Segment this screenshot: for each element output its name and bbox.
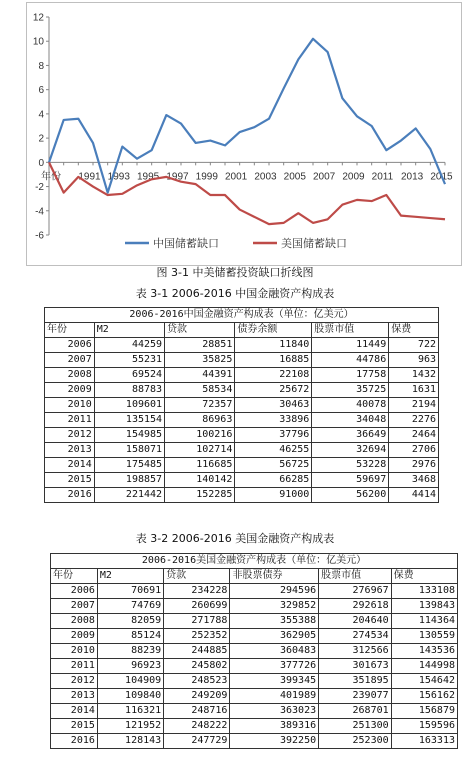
table-cell: 144998 (391, 659, 457, 674)
table-cell: 96923 (97, 659, 163, 674)
table-cell: 69524 (94, 368, 164, 383)
table-row (51, 674, 458, 689)
x-tick-label: 1993 (107, 171, 130, 183)
us-financial-assets-table (50, 553, 458, 749)
table-cell: 72357 (165, 398, 235, 413)
table-row (45, 488, 439, 503)
table-cell: 85124 (97, 629, 163, 644)
table-header-row (45, 323, 439, 338)
table-cell: 143536 (391, 644, 457, 659)
legend-label-china: 中国储蓄缺口 (153, 237, 219, 250)
table-cell: 268701 (319, 704, 392, 719)
table-cell: 33896 (235, 413, 312, 428)
y-tick-label: 10 (32, 36, 44, 48)
table-row (51, 644, 458, 659)
table-cell: 66285 (235, 473, 312, 488)
table-cell: 2006 (45, 338, 95, 353)
table-row (45, 338, 439, 353)
table-cell: 2011 (45, 413, 95, 428)
table-cell: 17758 (312, 368, 389, 383)
table-header-cell: 保费 (391, 569, 457, 584)
table-cell: 100216 (165, 428, 235, 443)
table-cell: 2010 (45, 398, 95, 413)
table-cell: 1631 (389, 383, 439, 398)
table-cell: 88239 (97, 644, 163, 659)
y-tick-label: 2 (38, 133, 44, 145)
table-cell: 2008 (51, 614, 98, 629)
table-cell: 2009 (51, 629, 98, 644)
table-cell: 2010 (51, 644, 98, 659)
table-row (51, 719, 458, 734)
table-cell: 355388 (230, 614, 319, 629)
table-cell: 133108 (391, 584, 457, 599)
table-cell: 377726 (230, 659, 319, 674)
table-cell: 37796 (235, 428, 312, 443)
table-cell: 152285 (165, 488, 235, 503)
figure-caption: 图 3-1 中美储蓄投资缺口折线图 (156, 266, 314, 279)
y-tick-label: 8 (38, 60, 44, 72)
savings-gap-line-chart (27, 3, 461, 265)
table-row (45, 428, 439, 443)
table-title: 2006-2016中国金融资产构成表（单位：亿美元） (45, 308, 439, 323)
table-cell: 252300 (319, 734, 392, 749)
table-header-cell: 股票市值 (312, 323, 389, 338)
table-cell: 130559 (391, 629, 457, 644)
table-row (51, 704, 458, 719)
table-cell: 121952 (97, 719, 163, 734)
table-cell: 401989 (230, 689, 319, 704)
table-cell: 329852 (230, 599, 319, 614)
table-cell: 252352 (164, 629, 230, 644)
table-cell: 248523 (164, 674, 230, 689)
table-cell: 198857 (94, 473, 164, 488)
table-cell: 163313 (391, 734, 457, 749)
table-cell: 35825 (165, 353, 235, 368)
table-header-cell: 年份 (45, 323, 95, 338)
table-cell: 2015 (51, 719, 98, 734)
table-row (51, 614, 458, 629)
table-cell: 11840 (235, 338, 312, 353)
table-cell: 2016 (45, 488, 95, 503)
table-row (51, 689, 458, 704)
table-cell: 244885 (164, 644, 230, 659)
table-cell: 274534 (319, 629, 392, 644)
table-cell: 159596 (391, 719, 457, 734)
table-cell: 140142 (165, 473, 235, 488)
table-header-row (51, 569, 458, 584)
x-tick-label: 2011 (371, 171, 394, 183)
table-cell: 104909 (97, 674, 163, 689)
x-tick-label: 2001 (225, 171, 248, 183)
table-row (45, 368, 439, 383)
table-cell: 249209 (164, 689, 230, 704)
table-cell: 2009 (45, 383, 95, 398)
table-row (45, 458, 439, 473)
table-cell: 16885 (235, 353, 312, 368)
y-tick-label: 6 (38, 85, 44, 97)
table-cell: 135154 (94, 413, 164, 428)
table-cell: 2012 (51, 674, 98, 689)
table-row (45, 413, 439, 428)
table-row (51, 584, 458, 599)
table-header-cell: 年份 (51, 569, 98, 584)
table-cell: 392250 (230, 734, 319, 749)
table-cell: 34048 (312, 413, 389, 428)
table-cell: 248716 (164, 704, 230, 719)
table-cell: 294596 (230, 584, 319, 599)
table-cell: 109840 (97, 689, 163, 704)
table-cell: 360483 (230, 644, 319, 659)
x-tick-label: 1999 (195, 171, 218, 183)
table-cell: 722 (389, 338, 439, 353)
table-cell: 1432 (389, 368, 439, 383)
table-cell: 128143 (97, 734, 163, 749)
legend-label-us: 美国储蓄缺口 (281, 237, 347, 250)
table-header-cell: 债券余额 (235, 323, 312, 338)
table-cell: 271788 (164, 614, 230, 629)
table-cell: 116321 (97, 704, 163, 719)
table-cell: 46255 (235, 443, 312, 458)
table-cell: 88783 (94, 383, 164, 398)
table-row (45, 473, 439, 488)
table-cell: 11449 (312, 338, 389, 353)
table-row (45, 398, 439, 413)
table-cell: 2464 (389, 428, 439, 443)
table-cell: 389316 (230, 719, 319, 734)
table-cell: 2007 (51, 599, 98, 614)
table-cell: 221442 (94, 488, 164, 503)
table-cell: 2976 (389, 458, 439, 473)
table-row (45, 383, 439, 398)
chart-area (26, 2, 462, 266)
table-cell: 204640 (319, 614, 392, 629)
table-cell: 25672 (235, 383, 312, 398)
table-title-row (51, 554, 458, 569)
table-cell: 30463 (235, 398, 312, 413)
table-cell: 2008 (45, 368, 95, 383)
y-tick-label: 0 (38, 157, 44, 169)
x-tick-label: 1991 (78, 171, 101, 183)
table-cell: 44259 (94, 338, 164, 353)
table-cell: 59697 (312, 473, 389, 488)
table-cell: 70691 (97, 584, 163, 599)
table-cell: 234228 (164, 584, 230, 599)
table-cell: 55231 (94, 353, 164, 368)
table-cell: 156162 (391, 689, 457, 704)
table-cell: 2013 (51, 689, 98, 704)
y-tick-label: 4 (38, 109, 44, 121)
table-cell: 28851 (165, 338, 235, 353)
x-tick-label: 2007 (313, 171, 336, 183)
table-cell: 963 (389, 353, 439, 368)
table-row (51, 599, 458, 614)
table-title-row (45, 308, 439, 323)
y-tick-label: 12 (32, 12, 44, 24)
table-cell: 74769 (97, 599, 163, 614)
x-tick-label: 2003 (254, 171, 277, 183)
x-tick-label: 1995 (137, 171, 160, 183)
table-cell: 22108 (235, 368, 312, 383)
table-row (45, 443, 439, 458)
x-tick-label: 2005 (283, 171, 306, 183)
table-row (51, 629, 458, 644)
table-cell: 2276 (389, 413, 439, 428)
table-cell: 40078 (312, 398, 389, 413)
table-cell: 2013 (45, 443, 95, 458)
table-cell: 158071 (94, 443, 164, 458)
table-cell: 116685 (165, 458, 235, 473)
table-cell: 53228 (312, 458, 389, 473)
table-header-cell: 保费 (389, 323, 439, 338)
table-row (45, 353, 439, 368)
table-cell: 32694 (312, 443, 389, 458)
table-cell: 114364 (391, 614, 457, 629)
table-cell: 56200 (312, 488, 389, 503)
table-cell: 351895 (319, 674, 392, 689)
table-header-cell: M2 (94, 323, 164, 338)
x-tick-label: 1997 (166, 171, 189, 183)
table-cell: 247729 (164, 734, 230, 749)
table-cell: 260699 (164, 599, 230, 614)
table-cell: 44391 (165, 368, 235, 383)
table-cell: 154985 (94, 428, 164, 443)
table-cell: 175485 (94, 458, 164, 473)
table-cell: 362905 (230, 629, 319, 644)
table-cell: 109601 (94, 398, 164, 413)
table-cell: 363023 (230, 704, 319, 719)
table-cell: 139843 (391, 599, 457, 614)
x-tick-label: 年份 (41, 171, 61, 183)
table-cell: 251300 (319, 719, 392, 734)
table-cell: 2706 (389, 443, 439, 458)
table-header-cell: 贷款 (164, 569, 230, 584)
table-cell: 4414 (389, 488, 439, 503)
table-cell: 245802 (164, 659, 230, 674)
table-cell: 2011 (51, 659, 98, 674)
table-cell: 44786 (312, 353, 389, 368)
table-cell: 35725 (312, 383, 389, 398)
table-cell: 239077 (319, 689, 392, 704)
table-cell: 102714 (165, 443, 235, 458)
table-cell: 2006 (51, 584, 98, 599)
table-cell: 276967 (319, 584, 392, 599)
table-header-cell: M2 (97, 569, 163, 584)
y-tick-label: -6 (35, 230, 44, 242)
table-cell: 58534 (165, 383, 235, 398)
table-cell: 399345 (230, 674, 319, 689)
table-cell: 312566 (319, 644, 392, 659)
table-cell: 3468 (389, 473, 439, 488)
table2-caption: 表 3-2 2006-2016 美国金融资产构成表 (135, 532, 335, 545)
table-cell: 2015 (45, 473, 95, 488)
table-cell: 91000 (235, 488, 312, 503)
y-tick-label: -2 (35, 182, 44, 194)
table-cell: 2016 (51, 734, 98, 749)
table-cell: 2007 (45, 353, 95, 368)
table-cell: 2014 (45, 458, 95, 473)
table-cell: 2012 (45, 428, 95, 443)
x-tick-label: 2015 (430, 171, 453, 183)
x-tick-label: 2013 (401, 171, 424, 183)
table-header-cell: 贷款 (165, 323, 235, 338)
table-title: 2006-2016美国金融资产构成表（单位：亿美元） (51, 554, 458, 569)
y-tick-label: -4 (35, 206, 44, 218)
china-series-line (49, 39, 445, 193)
table-cell: 2194 (389, 398, 439, 413)
table-cell: 2014 (51, 704, 98, 719)
table-cell: 86963 (165, 413, 235, 428)
table-cell: 154642 (391, 674, 457, 689)
table-cell: 56725 (235, 458, 312, 473)
table-cell: 248222 (164, 719, 230, 734)
table-cell: 301673 (319, 659, 392, 674)
x-tick-label: 2009 (342, 171, 365, 183)
table-cell: 82059 (97, 614, 163, 629)
table-cell: 36649 (312, 428, 389, 443)
china-financial-assets-table (44, 307, 439, 503)
table-cell: 292618 (319, 599, 392, 614)
table1-caption: 表 3-1 2006-2016 中国金融资产构成表 (135, 287, 335, 300)
table-row (51, 734, 458, 749)
table-row (51, 659, 458, 674)
table-header-cell: 股票市值 (319, 569, 392, 584)
table-cell: 156879 (391, 704, 457, 719)
table-header-cell: 非股票债券 (230, 569, 319, 584)
